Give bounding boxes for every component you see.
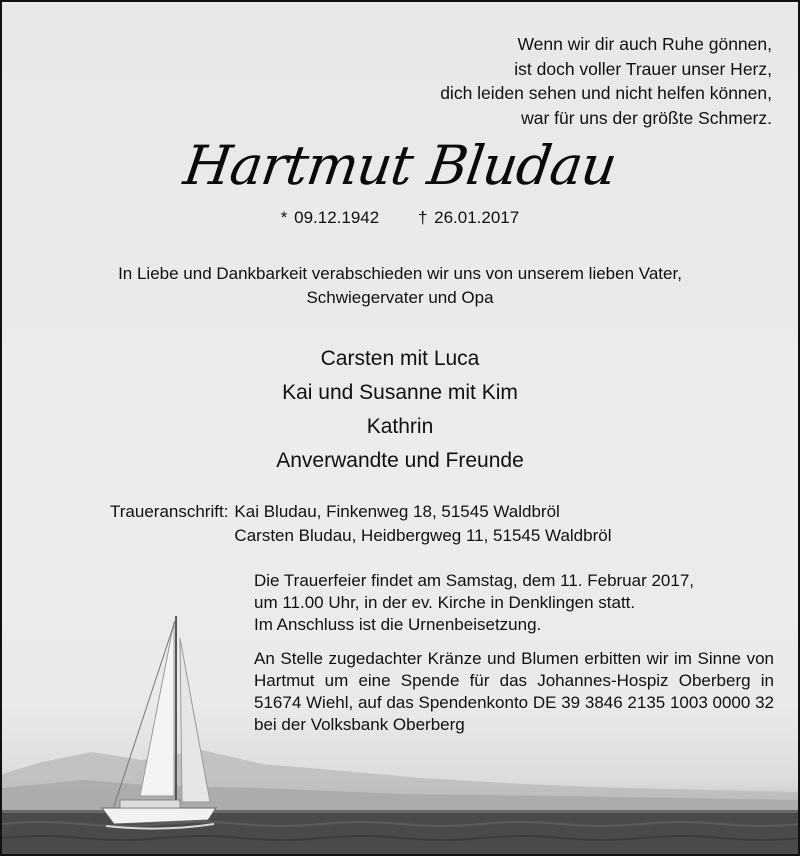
donation-request: An Stelle zugedachter Kränze und Blumen erbitten wir im Sinne von Hartmut um eine Spende für das Johannes-Hospiz Oberberg in 51674 Wiehl, auf das Spendenkonto DE 39 3846 2135 1003 0000 32 bei der Volksbank Oberberg	[254, 649, 774, 734]
poem-line: war für uns der größte Schmerz.	[521, 107, 772, 128]
birth-date: * 09.12.1942	[280, 208, 380, 227]
mourner: Anverwandte und Freunde	[276, 449, 524, 472]
service-line: Die Trauerfeier findet am Samstag, dem 11. Februar 2017,	[254, 571, 695, 590]
farewell-line: In Liebe und Dankbarkeit verabschieden wir uns von unserem lieben Vater,	[118, 264, 682, 283]
poem-line: dich leiden sehen und nicht helfen können,	[440, 83, 772, 103]
service-line: um 11.00 Uhr, in der ev. Kirche in Denklingen statt.	[254, 593, 636, 612]
mourning-address	[110, 500, 612, 548]
farewell-line: Schwiegervater und Opa	[306, 288, 494, 307]
service-line: Im Anschluss ist die Urnenbeisetzung.	[254, 615, 542, 634]
mourner: Kai und Susanne mit Kim	[282, 381, 518, 404]
address-line: Carsten Bludau, Heidbergweg 11, 51545 Waldbröl	[234, 526, 612, 545]
life-dates	[2, 208, 798, 228]
address-line: Kai Bludau, Finkenweg 18, 51545 Waldbröl	[234, 502, 560, 521]
farewell-text	[2, 262, 798, 310]
mourners-list	[2, 342, 798, 478]
mourner: Kathrin	[366, 415, 434, 438]
jib	[180, 638, 210, 802]
poem-line: ist doch voller Trauer unser Herz,	[514, 58, 772, 79]
death-date: † 26.01.2017	[417, 208, 520, 227]
funeral-service-info	[254, 570, 774, 636]
poem	[440, 32, 772, 130]
poem-line: Wenn wir dir auch Ruhe gönnen,	[517, 34, 772, 54]
mainsail	[140, 622, 174, 796]
address-lines	[234, 500, 611, 548]
address-label: Traueranschrift:	[110, 502, 229, 521]
deceased-name: Hartmut Bludau	[180, 134, 620, 197]
mourner: Carsten mit Luca	[320, 347, 480, 370]
